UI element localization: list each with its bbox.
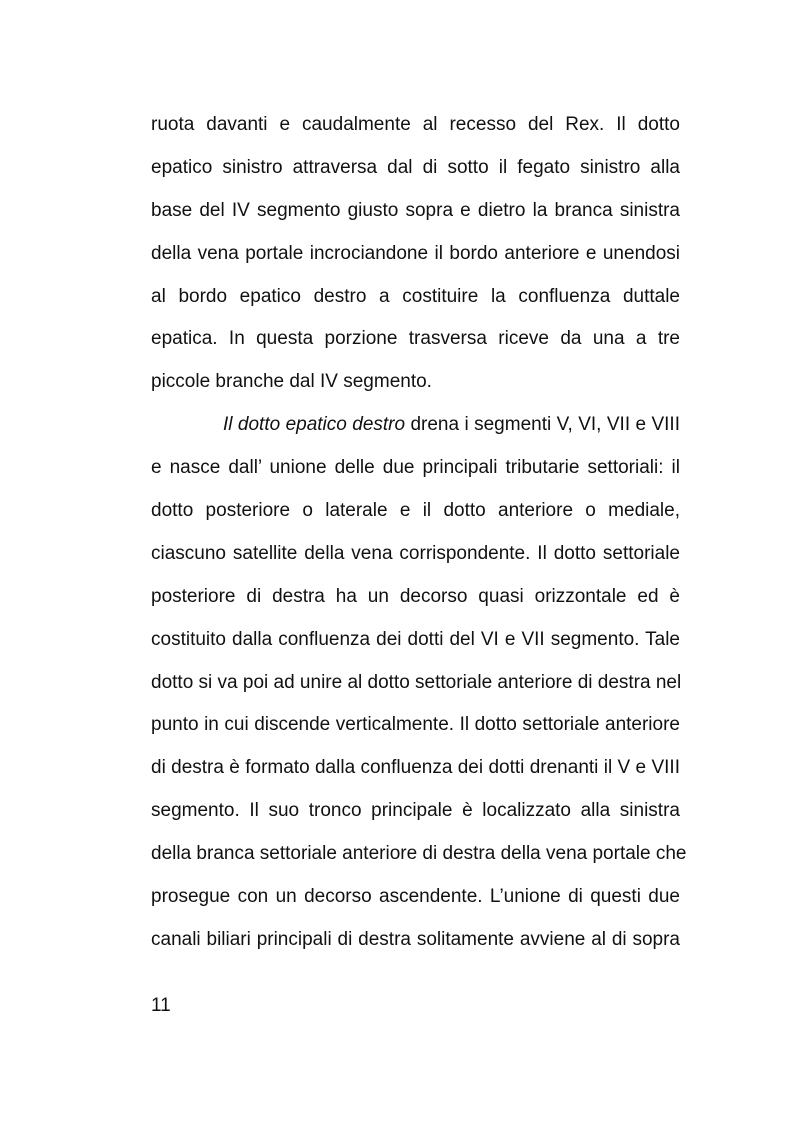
text-line: della vena portale incrociandone il bordo anteriore e unendosi [151, 242, 680, 264]
text-line: piccole branche dal IV segmento. [151, 371, 432, 393]
text-line: ciascuno satellite della vena corrispondente. Il dotto settoriale [151, 542, 680, 564]
text-line: della branca settoriale anteriore di destra della vena portale che [151, 843, 687, 865]
body-text [151, 104, 687, 962]
section-heading-italic: Il dotto epatico destro [223, 414, 406, 436]
text-line: al bordo epatico destro a costituire la confluenza duttale [151, 285, 680, 307]
text-line: dotto posteriore o laterale e il dotto anteriore o mediale, [151, 500, 680, 522]
text-line: prosegue con un decorso ascendente. L’unione di questi due [151, 886, 680, 908]
text-line: punto in cui discende verticalmente. Il dotto settoriale anteriore [151, 714, 680, 736]
page-number: 11 [151, 995, 171, 1016]
paragraph-first-line [151, 404, 680, 447]
text-line: dotto si va poi ad unire al dotto settoriale anteriore di destra nel [151, 671, 682, 693]
text-line: canali biliari principali di destra solitamente avviene al di sopra [151, 928, 680, 950]
text-line: epatica. In questa porzione trasversa riceve da una a tre [151, 328, 680, 350]
text-line: epatico sinistro attraversa dal di sotto il fegato sinistro alla [151, 156, 680, 178]
text-line: base del IV segmento giusto sopra e dietro la branca sinistra [151, 199, 680, 221]
text-line: ruota davanti e caudalmente al recesso del Rex. Il dotto [151, 114, 680, 135]
first-line-rest: drena i segmenti V, VI, VII e VIII [405, 414, 680, 436]
text-line: di destra è formato dalla confluenza dei dotti drenanti il V e VIII [151, 757, 680, 779]
text-line: segmento. Il suo tronco principale è localizzato alla sinistra [151, 800, 680, 822]
text-line: costituito dalla confluenza dei dotti del VI e VII segmento. Tale [151, 628, 680, 650]
text-line: posteriore di destra ha un decorso quasi orizzontale ed è [151, 585, 680, 607]
text-line: e nasce dall’ unione delle due principali tributarie settoriali: il [151, 457, 680, 479]
